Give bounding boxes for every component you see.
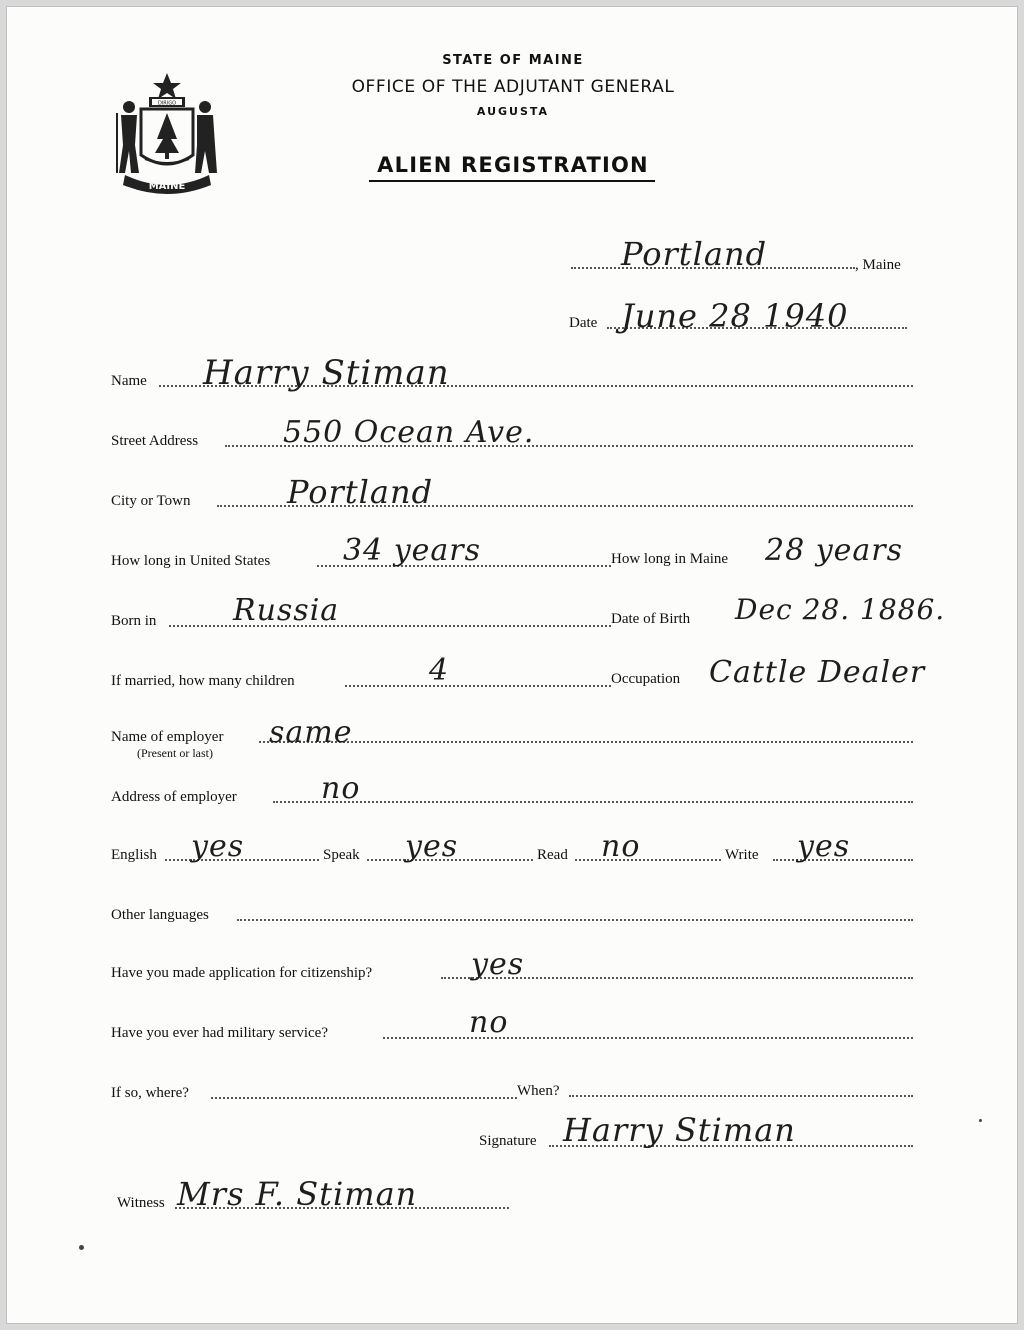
occupation-value: Cattle Dealer [709,655,926,690]
other-languages-line [237,919,913,921]
children-value: 4 [429,653,450,688]
city-value: Portland [287,473,434,511]
state-heading: STATE OF MAINE [442,53,584,68]
military-label: Have you ever had military service? [111,1025,328,1041]
employer-label: Name of employer [111,729,224,745]
english-label: English [111,847,157,863]
signature-label: Signature [479,1133,537,1149]
seal-motto: DIRIGO [157,100,177,107]
read-value: no [601,829,641,864]
name-value: Harry Stiman [203,353,450,393]
signature-value: Harry Stiman [563,1111,796,1149]
witness-value: Mrs F. Stiman [177,1175,418,1213]
seal-banner-text: MAINE [148,181,186,192]
where-label: If so, where? [111,1085,189,1101]
read-line [575,859,721,861]
witness-label: Witness [117,1195,165,1211]
military-value: no [469,1005,509,1040]
employer-line [259,741,913,743]
employer-sublabel: (Present or last) [137,746,213,760]
date-label: Date [569,315,598,331]
street-value: 550 Ocean Ave. [283,415,535,450]
date-value: June 28 1940 [621,297,849,335]
employer-address-line [273,801,913,803]
city-heading: AUGUSTA [476,105,550,118]
place-suffix: , Maine [855,257,901,273]
when-line [569,1095,913,1097]
employer-value: same [269,715,353,750]
form-title: ALIEN REGISTRATION [377,153,649,177]
children-label: If married, how many children [111,673,295,689]
citizenship-value: yes [471,947,525,982]
children-line [345,685,611,687]
speak-label: Speak [323,847,360,863]
speak-value: yes [405,829,459,864]
how-long-us-value: 34 years [343,533,482,568]
how-long-maine-label: How long in Maine [611,551,729,567]
city-label: City or Town [111,493,191,509]
dob-value: Dec 28. 1886. [735,593,946,626]
write-label: Write [725,847,759,863]
how-long-us-label: How long in United States [111,553,271,569]
read-label: Read [537,847,568,863]
scan-speck [79,1245,84,1250]
employer-address-value: no [321,771,361,806]
occupation-label: Occupation [611,671,681,687]
english-value: yes [191,829,245,864]
name-label: Name [111,373,147,389]
write-value: yes [797,829,851,864]
born-in-value: Russia [233,593,340,628]
where-line [211,1097,517,1099]
registration-form [6,6,1018,1324]
other-languages-label: Other languages [111,907,209,923]
place-value: Portland [621,235,768,273]
military-line [383,1037,913,1039]
citizenship-label: Have you made application for citizenship? [111,965,373,981]
scan-speck [979,1119,982,1122]
street-label: Street Address [111,433,199,449]
when-label: When? [517,1083,560,1099]
born-in-label: Born in [111,613,157,629]
dob-label: Date of Birth [611,611,691,627]
how-long-maine-value: 28 years [765,533,904,568]
office-heading: OFFICE OF THE ADJUTANT GENERAL [351,77,675,97]
title-underline [369,180,655,182]
employer-address-label: Address of employer [111,789,237,805]
